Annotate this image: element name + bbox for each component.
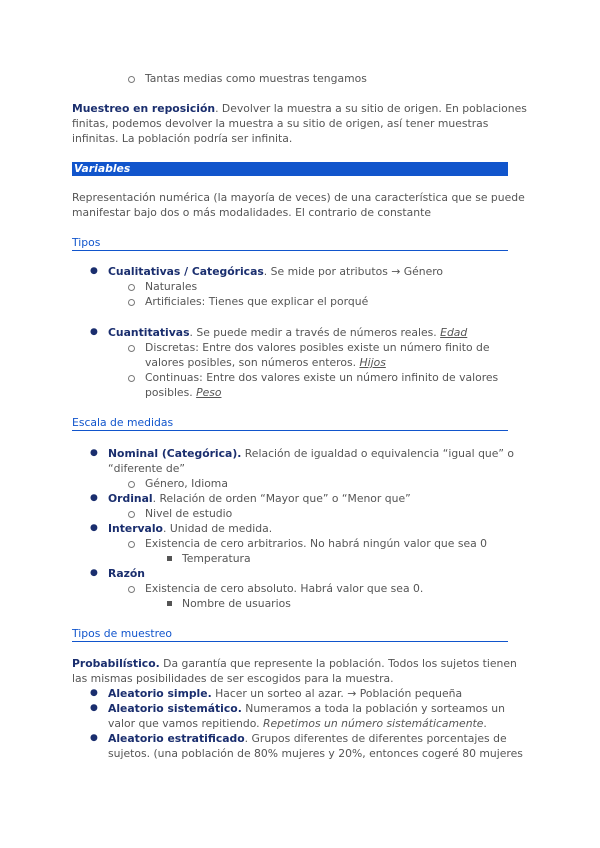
list-item: Intervalo. Unidad de medida.	[108, 522, 273, 535]
list-item: Razón	[108, 567, 145, 580]
list-item-continuation: valor que vamos repitiendo. Repetimos un número sistemáticamente.	[108, 717, 487, 730]
list-item-continuation: posibles. Peso	[145, 386, 222, 399]
circle-bullet-icon	[128, 375, 135, 382]
circle-bullet-icon	[128, 511, 135, 518]
list-item: Continuas: Entre dos valores existe un número infinito de valores	[145, 371, 499, 384]
section-heading-muestreo: Tipos de muestreo	[72, 627, 508, 642]
list-item: Aleatorio simple. Hacer un sorteo al azar. → Población pequeña	[108, 687, 463, 700]
paragraph-line: Representación numérica (la mayoría de veces) de una característica que se puede	[72, 191, 525, 204]
circle-bullet-icon	[128, 299, 135, 306]
list-item: Naturales	[145, 280, 198, 293]
list-item: Aleatorio estratificado. Grupos diferentes de diferentes porcentajes de	[108, 732, 507, 745]
paragraph-probabilistico: Probabilístico. Da garantía que represente la población. Todos los sujetos tienen	[72, 657, 517, 670]
bullet-icon: ●	[90, 733, 98, 743]
list-item: Nombre de usuarios	[182, 597, 291, 610]
square-bullet-icon	[167, 556, 172, 561]
bullet-icon: ●	[90, 523, 98, 533]
circle-bullet-icon	[128, 481, 135, 488]
list-item: Nominal (Categórica). Relación de igualdad o equivalencia “igual que” o	[108, 447, 515, 460]
list-item-continuation: valores posibles, son números enteros. Hijos	[145, 356, 386, 369]
list-item: Existencia de cero absoluto. Habrá valor que sea 0.	[145, 582, 424, 595]
paragraph-reposicion: Muestreo en reposición. Devolver la muestra a su sitio de origen. En poblaciones	[72, 102, 527, 115]
circle-bullet-icon	[128, 76, 135, 83]
square-bullet-icon	[167, 601, 172, 606]
term-reposicion: Muestreo en reposición	[72, 102, 216, 115]
circle-bullet-icon	[128, 345, 135, 352]
section-heading-escala: Escala de medidas	[72, 416, 508, 431]
circle-bullet-icon	[128, 586, 135, 593]
bullet-icon: ●	[90, 568, 98, 578]
list-item: Género, Idioma	[145, 477, 228, 490]
list-item: Nivel de estudio	[145, 507, 233, 520]
paragraph-line: infinitas. La población podría ser infinita.	[72, 132, 293, 145]
list-item: Tantas medias como muestras tengamos	[145, 72, 367, 85]
list-item: Aleatorio sistemático. Numeramos a toda la población y sorteamos un	[108, 702, 505, 715]
section-heading-tipos: Tipos	[72, 236, 508, 251]
bullet-icon: ●	[90, 327, 98, 337]
bullet-icon: ●	[90, 266, 98, 276]
list-item: Temperatura	[182, 552, 251, 565]
list-item: Cualitativas / Categóricas. Se mide por atributos → Género	[108, 265, 444, 278]
bullet-icon: ●	[90, 688, 98, 698]
circle-bullet-icon	[128, 284, 135, 291]
circle-bullet-icon	[128, 541, 135, 548]
list-item-continuation: sujetos. (una población de 80% mujeres y 20%, entonces cogeré 80 mujeres	[108, 747, 523, 760]
list-item: Cuantitativas. Se puede medir a través de números reales. Edad	[108, 326, 468, 339]
list-item: Discretas: Entre dos valores posibles existe un número finito de	[145, 341, 490, 354]
bullet-icon: ●	[90, 493, 98, 503]
list-item-continuation: “diferente de”	[108, 462, 185, 475]
bullet-icon: ●	[90, 703, 98, 713]
paragraph-line: finitas, podemos devolver la muestra a su sitio de origen, así tener muestras	[72, 117, 489, 130]
list-item: Ordinal. Relación de orden “Mayor que” o “Menor que”	[108, 492, 411, 505]
list-item: Existencia de cero arbitrarios. No habrá ningún valor que sea 0	[145, 537, 488, 550]
paragraph-line: las mismas posibilidades de ser escogidos para la muestra.	[72, 672, 394, 685]
list-item: Artificiales: Tienes que explicar el porqué	[145, 295, 369, 308]
section-heading-variables: Variables	[72, 162, 508, 176]
paragraph-line: manifestar bajo dos o más modalidades. El contrario de constante	[72, 206, 431, 219]
bullet-icon: ●	[90, 448, 98, 458]
